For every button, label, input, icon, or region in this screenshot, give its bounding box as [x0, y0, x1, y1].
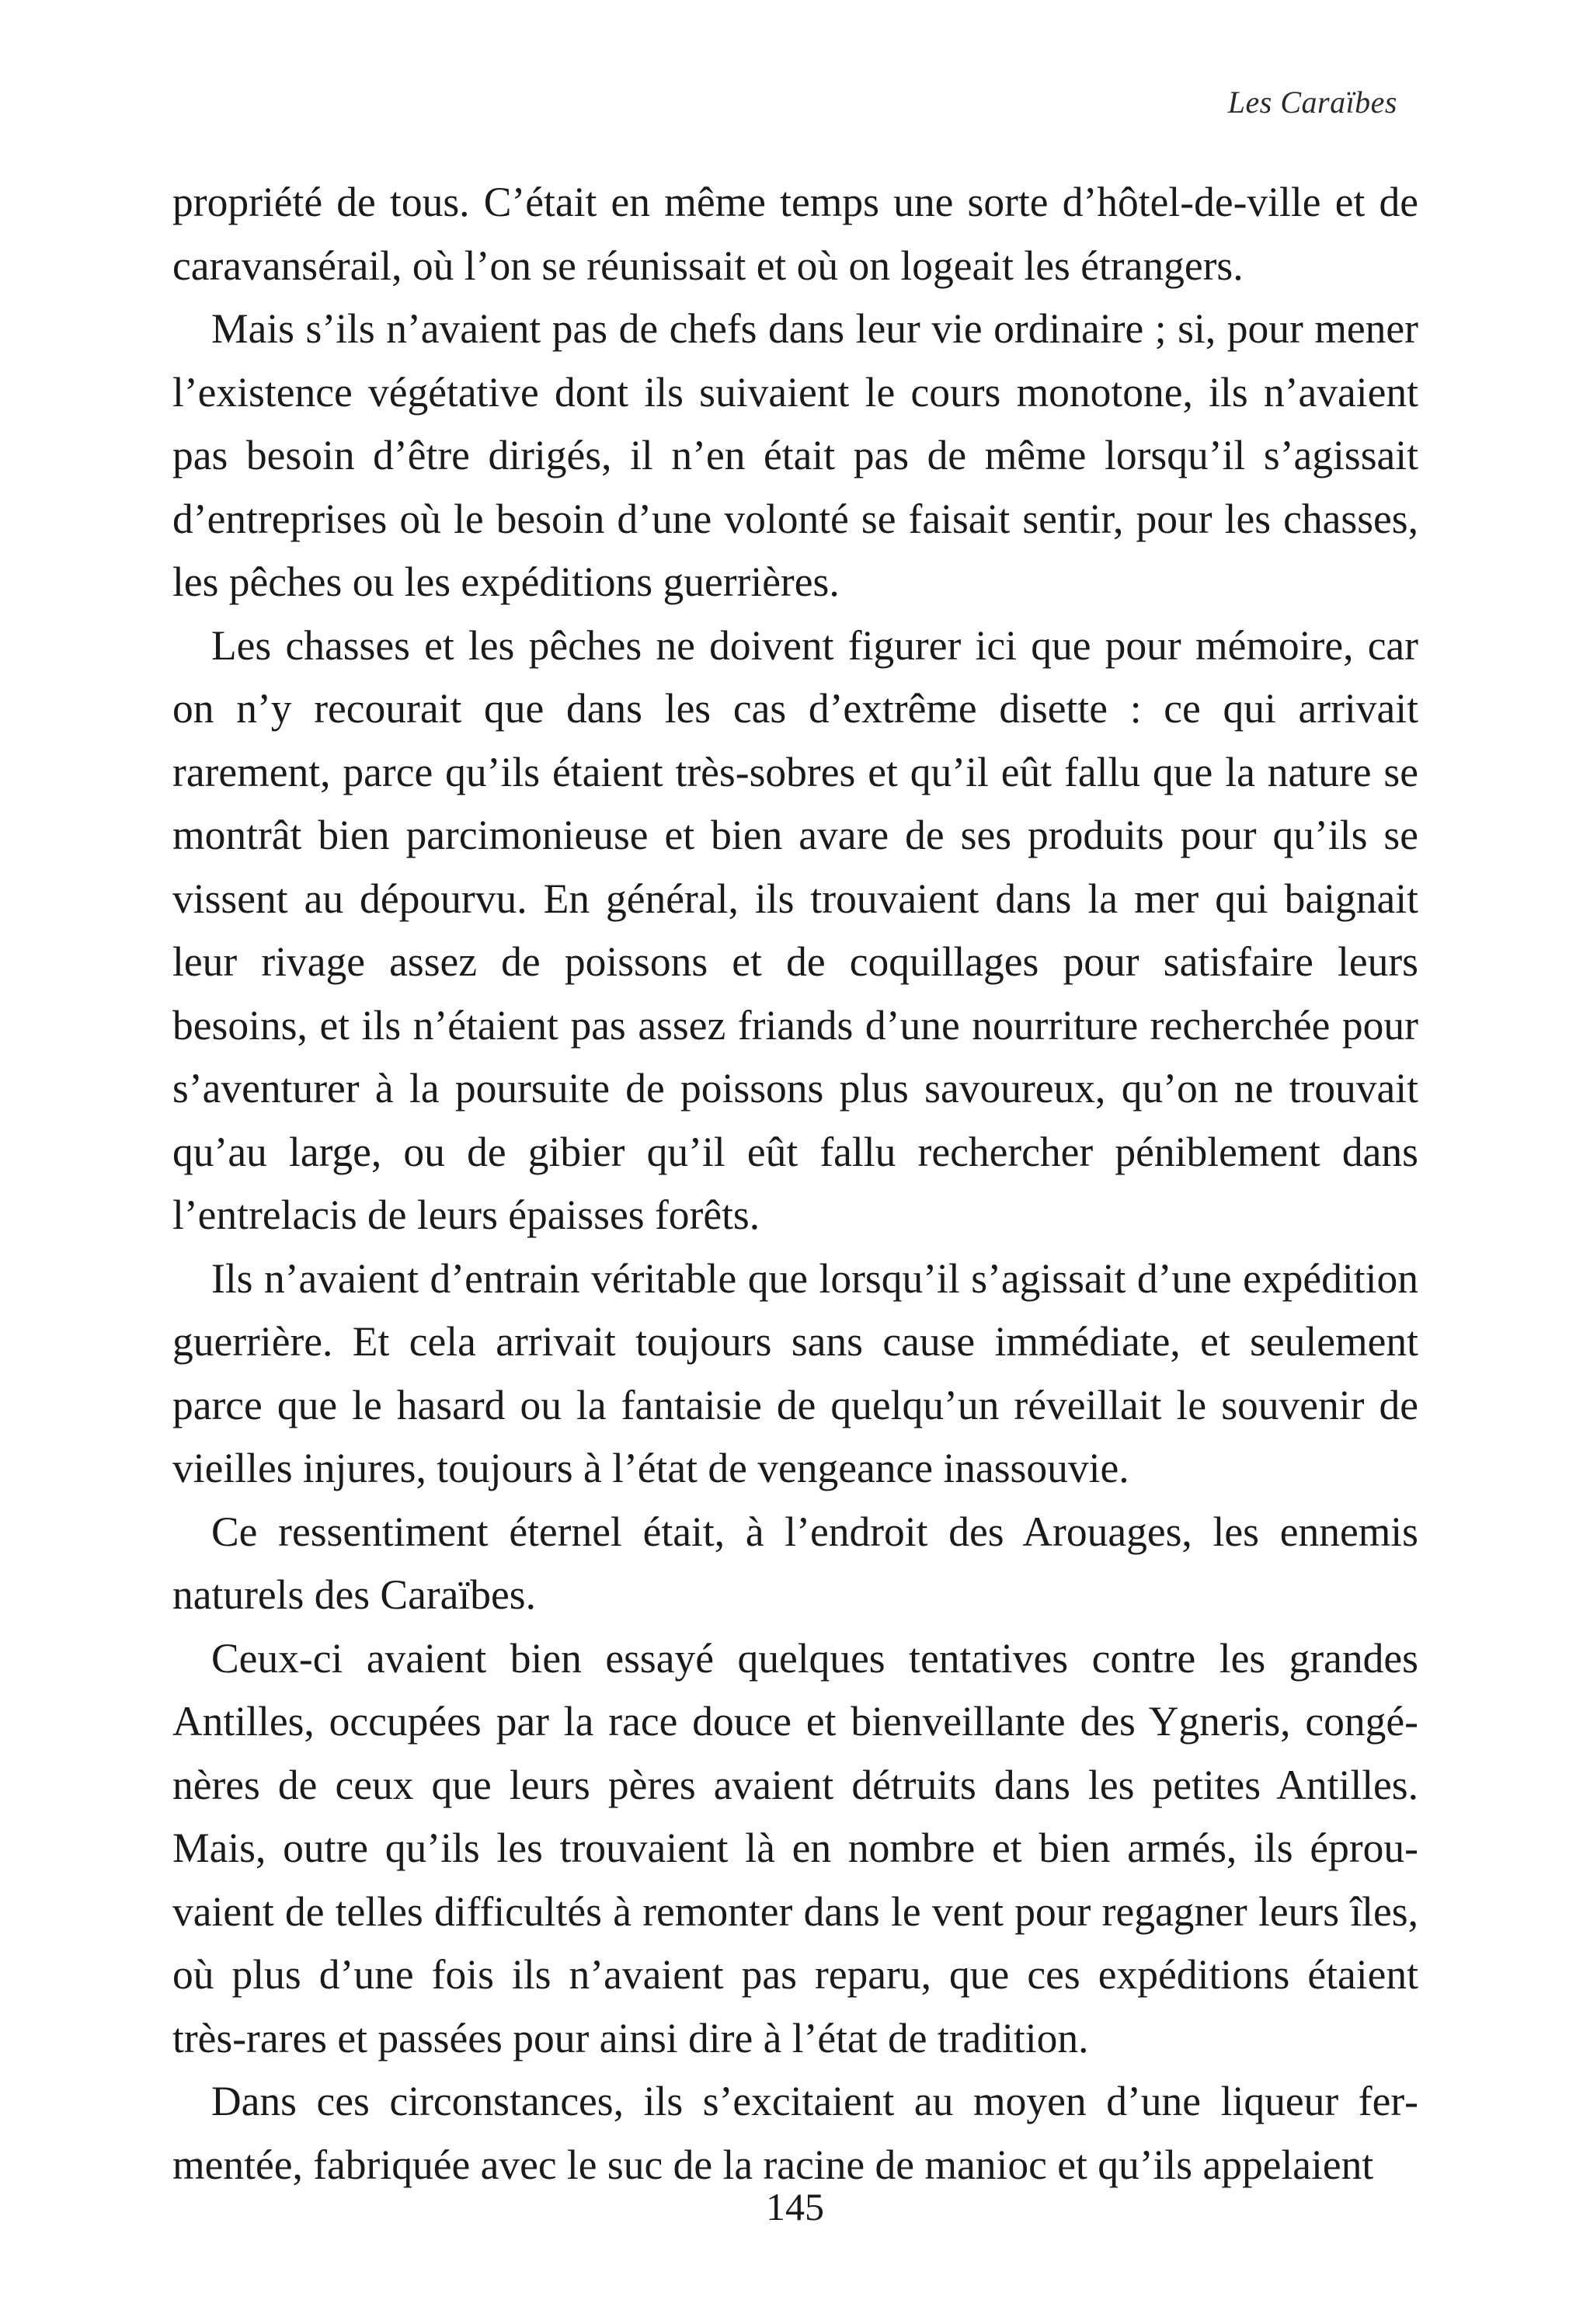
paragraph: Ce ressentiment éternel était, à l’endroit des Arouages, les ennemis naturels des Caraïbes. — [172, 1508, 1418, 1618]
paragraph: propriété de tous. C’était en même temps une sorte d’hôtel-de-ville et de caravansérail, où l’on se réunissait et où on logeait les étrangers. — [172, 179, 1418, 289]
body-text — [172, 171, 1418, 2197]
paragraph: Ceux-ci avaient bien essayé quelques tentatives contre les grandes Antilles, occupées par la race douce et bienveillante des Ygneris, congénères de ceux que leurs pères avaient détruits dans les petites Antilles. Mais, outre qu’ils les trouvaient là en nombre et bien armés, ils éprouvaient de telles difficultés à remonter dans le vent pour regagner leurs îles, où plus d’une fois ils n’avaient pas reparu, que ces expéditions étaient très-rares et passées pour ainsi dire à l’état de tradition. — [172, 1634, 1418, 2061]
paragraph: Dans ces circonstances, ils s’excitaient au moyen d’une liqueur fermentée, fabriquée avec le suc de la racine de manioc et qu’ils appelaient — [172, 2078, 1418, 2188]
running-head: Les Caraïbes — [1227, 85, 1397, 120]
paragraph: Les chasses et les pêches ne doivent figurer ici que pour mémoire, car on n’y recourait que dans les cas d’extrême disette : ce qui arrivait rarement, parce qu’ils étaient très-sobres et qu’il eût fallu que la nature se montrât bien parcimonieuse et bien avare de ses produits pour qu’ils se vissent au dépourvu. En général, ils trouvaient dans la mer qui baignait leur rivage assez de poissons et de coquillages pour satisfaire leurs besoins, et ils n’étaient pas assez friands d’une nourriture recherchée pour s’aventurer à la poursuite de poissons plus savoureux, qu’on ne trouvait qu’au large, ou de gibier qu’il eût fallu rechercher péniblement dans l’entrelacis de leurs épaisses forêts. — [172, 621, 1418, 1238]
page-number: 145 — [766, 2185, 824, 2228]
paragraph: Mais s’ils n’avaient pas de chefs dans leur vie ordinaire ; si, pour mener l’existence végétative dont ils suivaient le cours monotone, ils n’avaient pas besoin d’être dirigés, il n’en était pas de même lorsqu’il s’agissait d’entreprises où le besoin d’une volonté se faisait sentir, pour les chasses, les pêches ou les expéditions guerrières. — [172, 305, 1418, 605]
paragraph: Ils n’avaient d’entrain véritable que lorsqu’il s’agissait d’une expédition guerrière. Et cela arrivait toujours sans cause immédiate, et seulement parce que le hasard ou la fantaisie de quelqu’un réveillait le souvenir de vieilles injures, toujours à l’état de vengeance inassouvie. — [172, 1254, 1418, 1491]
